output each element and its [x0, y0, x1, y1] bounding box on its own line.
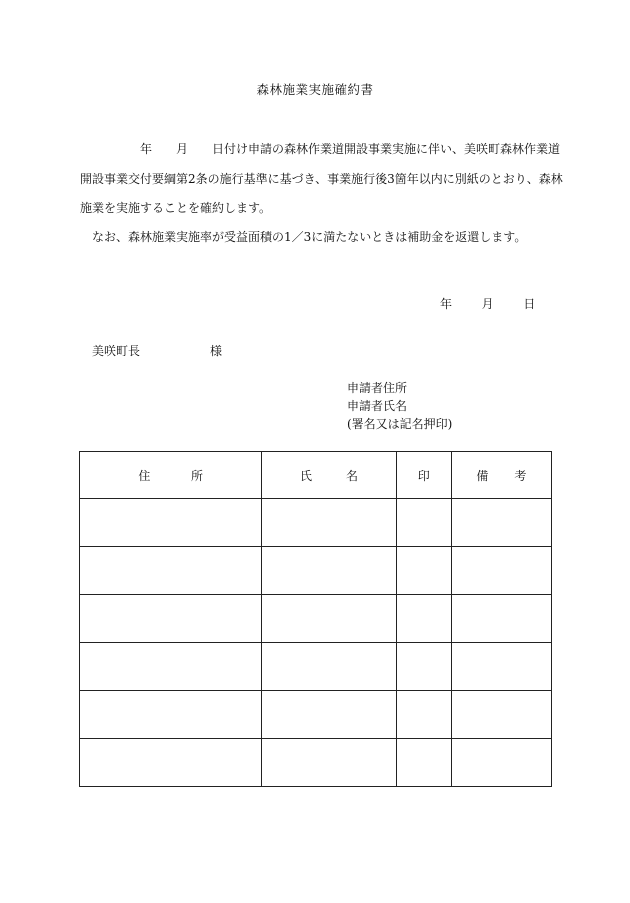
applicant-table: [79, 451, 552, 787]
cell-name[interactable]: [262, 739, 396, 787]
applicant-address-label: 申請者住所: [347, 381, 408, 395]
table-row: [80, 643, 552, 691]
body-line-1: 年 月 日付け申請の森林作業道開設事業実施に伴い、美咲町森林作業道: [80, 142, 561, 156]
cell-note[interactable]: [451, 739, 551, 787]
cell-seal[interactable]: [396, 547, 451, 595]
cell-note[interactable]: [451, 547, 551, 595]
cell-note[interactable]: [451, 595, 551, 643]
date-month: 月: [481, 297, 494, 311]
table-header-row: [80, 452, 552, 499]
applicant-signature-note: (署名又は記名押印): [347, 417, 453, 431]
cell-address[interactable]: [80, 595, 262, 643]
cell-seal[interactable]: [396, 643, 451, 691]
cell-seal[interactable]: [396, 595, 451, 643]
cell-note[interactable]: [451, 499, 551, 547]
date-line: [440, 295, 535, 312]
header-seal: 印: [396, 452, 451, 499]
date-day: 日: [523, 297, 536, 311]
cell-address[interactable]: [80, 691, 262, 739]
cell-seal[interactable]: [396, 691, 451, 739]
body-line-3: 施業を実施することを確約します。: [80, 201, 272, 215]
cell-address[interactable]: [80, 547, 262, 595]
cell-name[interactable]: [262, 595, 396, 643]
header-name: 氏 名: [262, 452, 396, 499]
header-note: 備 考: [451, 452, 551, 499]
cell-seal[interactable]: [396, 739, 451, 787]
header-address: 住 所: [80, 452, 262, 499]
cell-name[interactable]: [262, 499, 396, 547]
cell-note[interactable]: [451, 643, 551, 691]
addressee-honorific: 様: [210, 344, 223, 358]
applicant-name-label: 申請者氏名: [347, 399, 408, 413]
cell-address[interactable]: [80, 739, 262, 787]
table-row: [80, 499, 552, 547]
cell-note[interactable]: [451, 691, 551, 739]
cell-seal[interactable]: [396, 499, 451, 547]
cell-name[interactable]: [262, 547, 396, 595]
cell-address[interactable]: [80, 643, 262, 691]
addressee-name: 美咲町長: [92, 344, 141, 358]
body-line-4: なお、森林施業実施率が受益面積の1／3に満たないときは補助金を返還します。: [80, 230, 527, 244]
cell-name[interactable]: [262, 643, 396, 691]
cell-address[interactable]: [80, 499, 262, 547]
table-row: [80, 547, 552, 595]
document-title: 森林施業実施確約書: [256, 82, 374, 97]
body-line-2: 開設事業交付要綱第2条の施行基準に基づき、事業施行後3箇年以内に別紙のとおり、森林: [80, 172, 563, 186]
table-row: [80, 595, 552, 643]
addressee: [92, 342, 222, 359]
table-row: [80, 739, 552, 787]
date-year: 年: [440, 297, 453, 311]
cell-name[interactable]: [262, 691, 396, 739]
table-row: [80, 691, 552, 739]
